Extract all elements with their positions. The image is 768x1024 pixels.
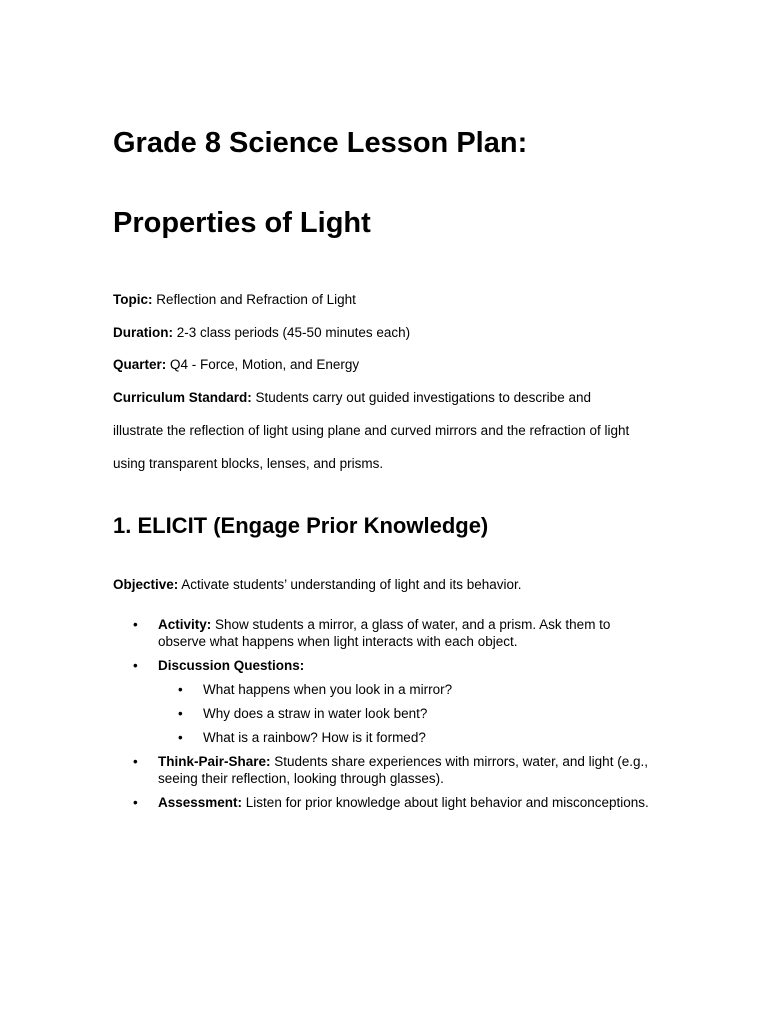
standard-line-3	[113, 455, 383, 473]
quarter-label: Quarter:	[113, 357, 167, 372]
objective-label: Objective:	[113, 577, 179, 592]
quarter-line	[113, 356, 359, 374]
duration-line	[113, 324, 410, 342]
question-text: What is a rainbow? How is it formed?	[203, 730, 426, 745]
standard-text-2: illustrate the reflection of light using plane and curved mirrors and the refraction of light	[113, 423, 630, 438]
bullet-icon: •	[133, 617, 138, 632]
list-item-discussion-questions	[113, 657, 653, 746]
duration-label: Duration:	[113, 325, 173, 340]
list-item-assessment	[113, 794, 653, 811]
topic-line	[113, 291, 356, 309]
objective-line	[113, 576, 522, 594]
list-item-activity	[113, 616, 653, 650]
topic-label: Topic:	[113, 292, 153, 307]
quarter-value: Q4 - Force, Motion, and Energy	[166, 357, 360, 372]
duration-value: 2-3 class periods (45-50 minutes each)	[173, 325, 411, 340]
standard-label: Curriculum Standard:	[113, 390, 252, 405]
discussion-questions-label: Discussion Questions:	[158, 658, 305, 673]
question-text: Why does a straw in water look bent?	[203, 706, 428, 721]
think-pair-share-label: Think-Pair-Share:	[158, 754, 271, 769]
bullet-icon: •	[178, 730, 183, 745]
sublist-item	[158, 681, 653, 698]
bullet-icon: •	[133, 754, 138, 769]
bullet-icon: •	[178, 706, 183, 721]
think-pair-share-text: Students share experiences with mirrors, water, and light (e.g., seeing their reflection, looking through glasses).	[158, 754, 648, 786]
document-title-line-1: Grade 8 Science Lesson Plan:	[113, 127, 528, 159]
sublist-item	[158, 729, 653, 746]
topic-value: Reflection and Refraction of Light	[152, 292, 356, 307]
sublist-item	[158, 705, 653, 722]
bullet-icon: •	[133, 658, 138, 673]
elicit-bullet-list	[113, 616, 653, 818]
question-text: What happens when you look in a mirror?	[203, 682, 453, 697]
standard-text-3: using transparent blocks, lenses, and prisms.	[113, 456, 384, 471]
assessment-label: Assessment:	[158, 795, 243, 810]
standard-line-1	[113, 389, 591, 407]
document-title-line-2: Properties of Light	[113, 207, 371, 239]
standard-line-2	[113, 422, 629, 440]
list-item-think-pair-share	[113, 753, 653, 787]
discussion-questions-sublist	[158, 681, 653, 746]
objective-value: Activate students’ understanding of light and its behavior.	[178, 577, 522, 592]
bullet-icon: •	[178, 682, 183, 697]
assessment-text: Listen for prior knowledge about light behavior and misconceptions.	[242, 795, 649, 810]
activity-label: Activity:	[158, 617, 212, 632]
section-heading-elicit: 1. ELICIT (Engage Prior Knowledge)	[113, 513, 489, 538]
activity-text: Show students a mirror, a glass of water, and a prism. Ask them to observe what happens when light interacts with each object.	[158, 617, 611, 649]
standard-text-1: Students carry out guided investigations to describe and	[251, 390, 591, 405]
bullet-icon: •	[133, 795, 138, 810]
